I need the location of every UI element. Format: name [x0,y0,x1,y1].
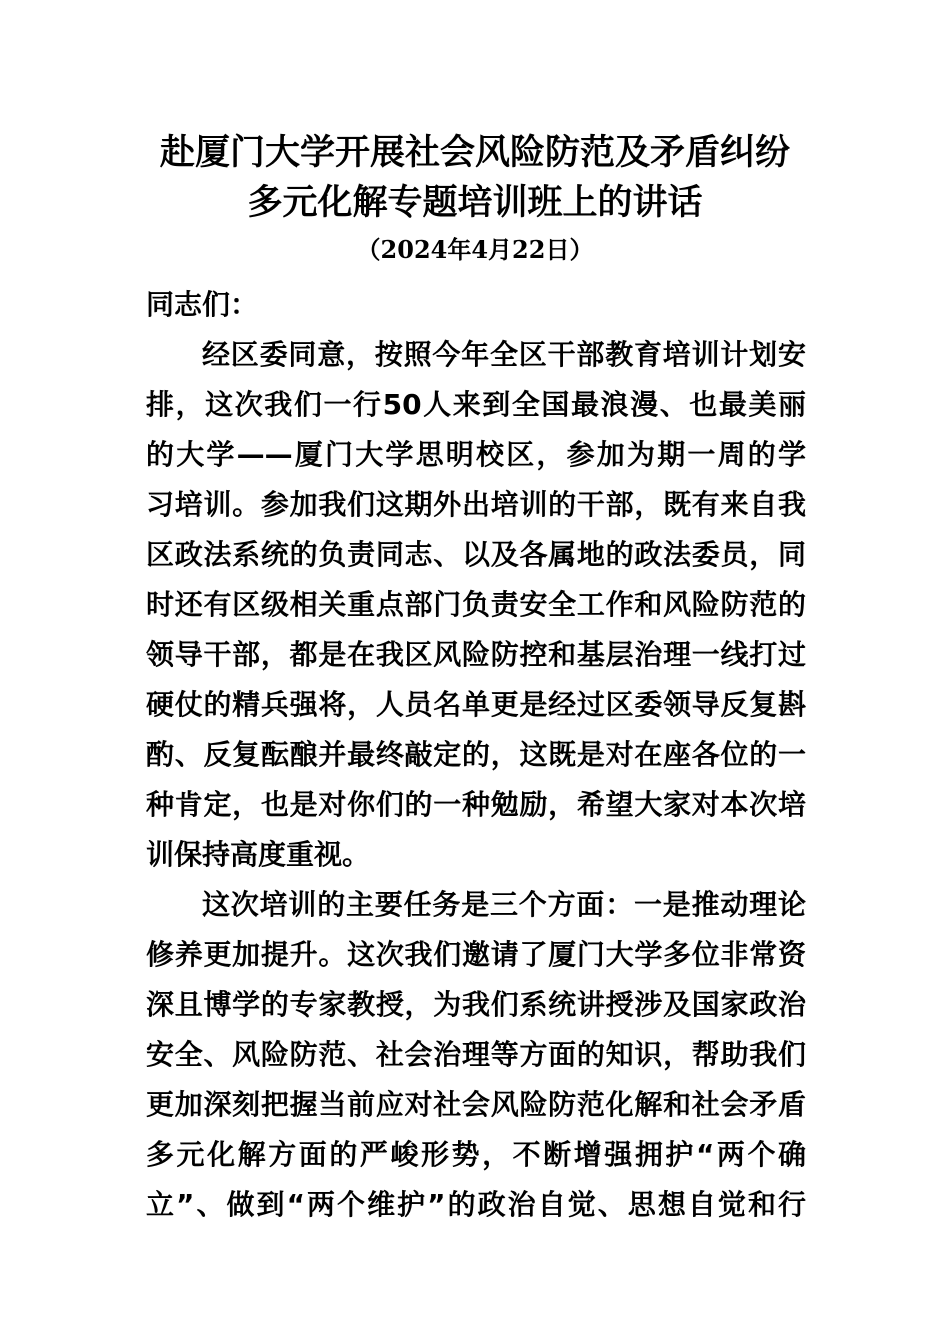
document-title-line-1: 赴厦门大学开展社会风险防范及矛盾纠纷 [159,133,790,173]
document-date: （2024年4月22日） [356,235,594,264]
paragraph-1-line-3: 的大学——厦门大学思明校区，参加为期一周的学 [146,438,806,471]
paragraph-1-line-11: 训保持高度重视。 [146,838,371,871]
paragraph-1-line-8: 硬仗的精兵强将，人员名单更是经过区委领导反复斟 [146,688,806,721]
paragraph-2-line-3: 深且博学的专家教授，为我们系统讲授涉及国家政治 [146,988,806,1021]
paragraph-1-line-10: 种肯定，也是对你们的一种勉励，希望大家对本次培 [146,788,806,821]
paragraph-2-line-1: 这次培训的主要任务是三个方面：一是推动理论 [202,888,806,921]
paragraph-2-line-4: 安全、风险防范、社会治理等方面的知识，帮助我们 [146,1038,806,1071]
paragraph-2-line-6: 多元化解方面的严峻形势，不断增强拥护“两个确 [146,1138,806,1171]
paragraph-1-line-6: 时还有区级相关重点部门负责安全工作和风险防范的 [146,588,806,621]
document-title-line-2: 多元化解专题培训班上的讲话 [247,183,703,223]
paragraph-1-line-2: 排，这次我们一行50人来到全国最浪漫、也最美丽 [146,388,806,421]
paragraph-2-line-5: 更加深刻把握当前应对社会风险防范化解和社会矛盾 [146,1088,806,1121]
paragraph-1-line-1: 经区委同意，按照今年全区干部教育培训计划安 [202,338,806,371]
salutation: 同志们： [146,288,259,321]
paragraph-2-line-2: 修养更加提升。这次我们邀请了厦门大学多位非常资 [146,938,806,971]
paragraph-1-line-7: 领导干部，都是在我区风险防控和基层治理一线打过 [146,638,806,671]
paragraph-1-line-5: 区政法系统的负责同志、以及各属地的政法委员，同 [146,538,806,571]
paragraph-1-line-4: 习培训。参加我们这期外出培训的干部，既有来自我 [146,488,806,521]
paragraph-2-line-7: 立”、做到“两个维护”的政治自觉、思想自觉和行 [146,1188,806,1221]
paragraph-1-line-9: 酌、反复酝酿并最终敲定的，这既是对在座各位的一 [146,738,806,771]
